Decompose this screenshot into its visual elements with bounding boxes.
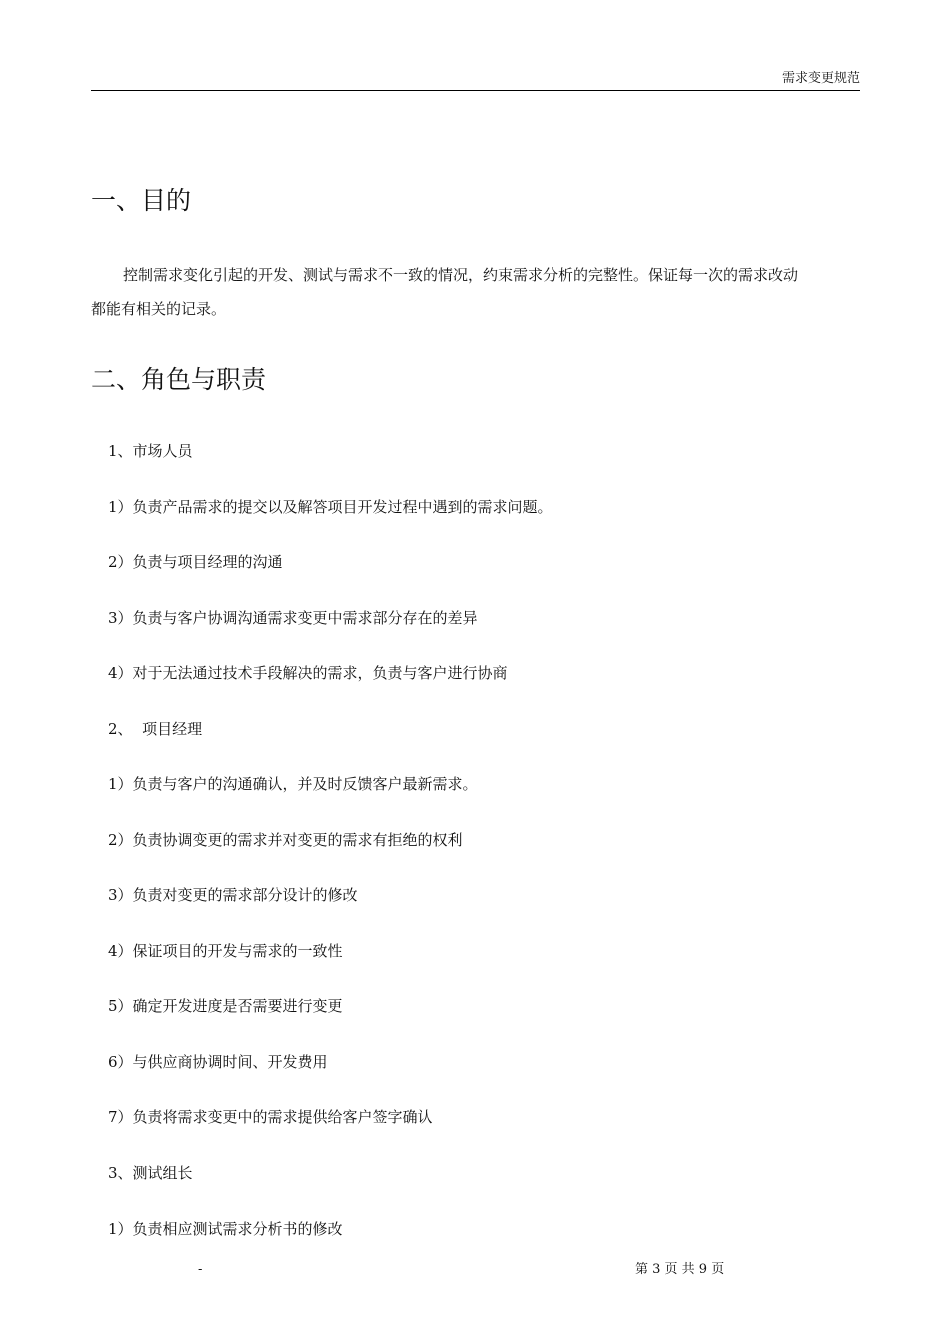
section-heading-roles: 二、角色与职责 bbox=[91, 365, 267, 394]
list-item: 7）负责将需求变更中的需求提供给客户签字确认 bbox=[108, 1108, 433, 1126]
list-item: 1）负责与客户的沟通确认，并及时反馈客户最新需求。 bbox=[108, 775, 478, 793]
list-item: 4）保证项目的开发与需求的一致性 bbox=[108, 942, 343, 960]
purpose-paragraph-line-1: 控制需求变化引起的开发、测试与需求不一致的情况，约束需求分析的完整性。保证每一次的需求改动 bbox=[123, 266, 799, 284]
role-heading-project-manager: 2、 项目经理 bbox=[108, 720, 203, 738]
list-item: 1）负责产品需求的提交以及解答项目开发过程中遇到的需求问题。 bbox=[108, 498, 553, 516]
list-item: 5）确定开发进度是否需要进行变更 bbox=[108, 997, 343, 1015]
footer-dash: - bbox=[198, 1262, 203, 1277]
list-item: 2）负责协调变更的需求并对变更的需求有拒绝的权利 bbox=[108, 831, 463, 849]
list-item: 6）与供应商协调时间、开发费用 bbox=[108, 1053, 328, 1071]
list-item: 2）负责与项目经理的沟通 bbox=[108, 553, 283, 571]
list-item: 3）负责与客户协调沟通需求变更中需求部分存在的差异 bbox=[108, 609, 478, 627]
list-item: 3）负责对变更的需求部分设计的修改 bbox=[108, 886, 358, 904]
role-heading-market: 1、市场人员 bbox=[108, 442, 193, 460]
section-heading-purpose: 一、目的 bbox=[91, 186, 192, 215]
header-title: 需求变更规范 bbox=[781, 71, 860, 86]
page-header bbox=[91, 66, 860, 91]
purpose-paragraph-line-2: 都能有相关的记录。 bbox=[91, 300, 227, 318]
list-item: 1）负责相应测试需求分析书的修改 bbox=[108, 1220, 343, 1238]
purpose-paragraph bbox=[91, 258, 860, 326]
page-number: 第 3 页 共 9 页 bbox=[635, 1262, 725, 1277]
role-heading-test-lead: 3、测试组长 bbox=[108, 1164, 193, 1182]
list-item: 4）对于无法通过技术手段解决的需求，负责与客户进行协商 bbox=[108, 664, 508, 682]
